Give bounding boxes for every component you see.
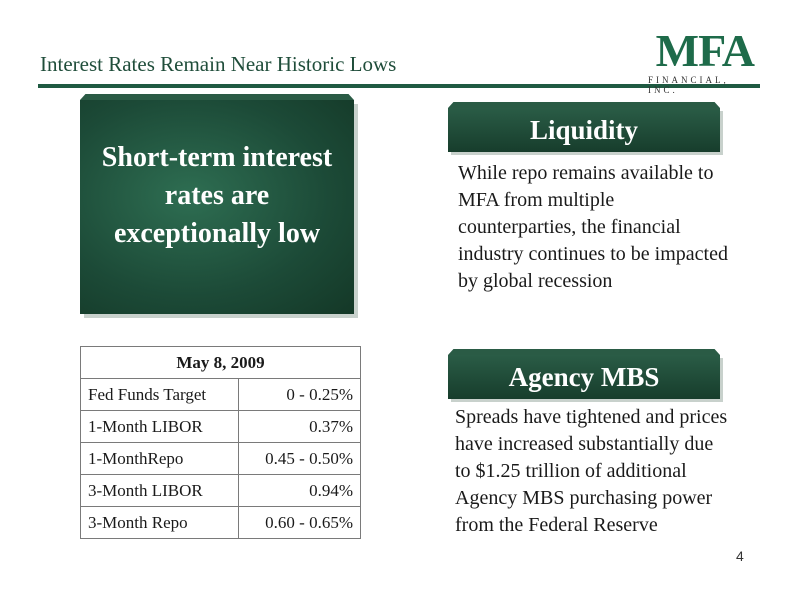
agency-mbs-heading: Agency MBS [508,361,660,392]
liquidity-text: While repo remains available to MFA from multiple counterparties, the financial industry continues to be impacted by global recession [458,162,728,292]
rate-label: 3-Month LIBOR [81,475,239,507]
logo-mark: MFA [655,25,754,76]
agency-mbs-banner [448,355,720,399]
rate-label: 3-Month Repo [81,507,239,539]
rate-value: 0.45 - 0.50% [238,443,360,475]
rate-value: 0.37% [238,411,360,443]
key-message-box [80,100,354,314]
table-row [81,443,361,475]
rate-label: Fed Funds Target [81,379,239,411]
rate-value: 0 - 0.25% [238,379,360,411]
box-bevel [80,94,354,100]
rate-value: 0.60 - 0.65% [238,507,360,539]
table-row [81,475,361,507]
liquidity-banner [448,108,720,152]
agency-mbs-text: Spreads have tightened and prices have increased substantially due to $1.25 trillion of additional Agency MBS purchasing power from the Federal Reserve [455,406,728,536]
table-row [81,379,361,411]
rates-table [80,346,361,539]
rate-label: 1-MonthRepo [81,443,239,475]
slide-title: Interest Rates Remain Near Historic Lows [40,52,397,76]
table-header-row [81,347,361,379]
key-message-text: Short-term interest rates are exceptionally low [101,142,333,249]
logo-subtitle: FINANCIAL, INC. [648,75,729,95]
table-date-header: May 8, 2009 [81,347,361,379]
page-number: 4 [736,548,744,564]
banner-bevel [448,102,720,108]
rate-label: 1-Month LIBOR [81,411,239,443]
table-row [81,507,361,539]
rate-value: 0.94% [238,475,360,507]
banner-bevel [448,349,720,355]
mfa-logo [648,25,758,95]
liquidity-heading: Liquidity [529,114,639,145]
table-row [81,411,361,443]
